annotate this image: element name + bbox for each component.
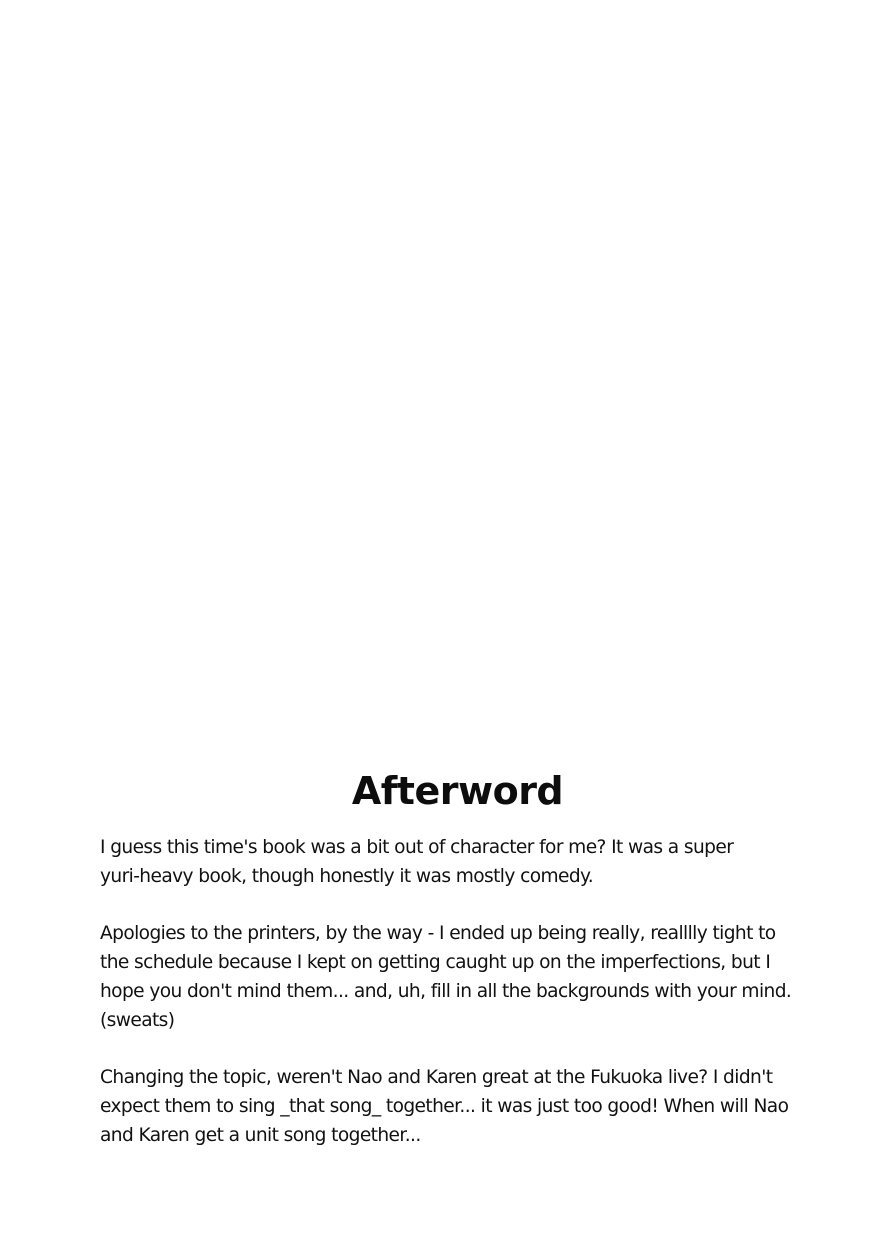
text-line: (sweats): [100, 1009, 175, 1031]
text-line: Changing the topic, weren't Nao and Karen great at the Fukuoka live? I didn't: [100, 1067, 773, 1089]
text-line: hope you don't mind them... and, uh, fill in all the backgrounds with your mind.: [100, 980, 792, 1002]
text-line: and Karen get a unit song together...: [100, 1124, 421, 1146]
paragraph-1: [100, 834, 800, 892]
afterword-body: [100, 834, 800, 1180]
text-line: expect them to sing _that song_ together... it was just too good! When will Nao: [100, 1096, 789, 1118]
text-line: the schedule because I kept on getting caught up on the imperfections, but I: [100, 952, 771, 974]
afterword-title: Afterword: [351, 769, 564, 814]
paragraph-2: [100, 920, 800, 1035]
paragraph-3: [100, 1064, 800, 1150]
text-line: yuri-heavy book, though honestly it was mostly comedy.: [100, 865, 594, 887]
text-line: Apologies to the printers, by the way - I ended up being really, realllly tight to: [100, 923, 776, 945]
text-line: I guess this time's book was a bit out of character for me? It was a super: [100, 837, 734, 858]
